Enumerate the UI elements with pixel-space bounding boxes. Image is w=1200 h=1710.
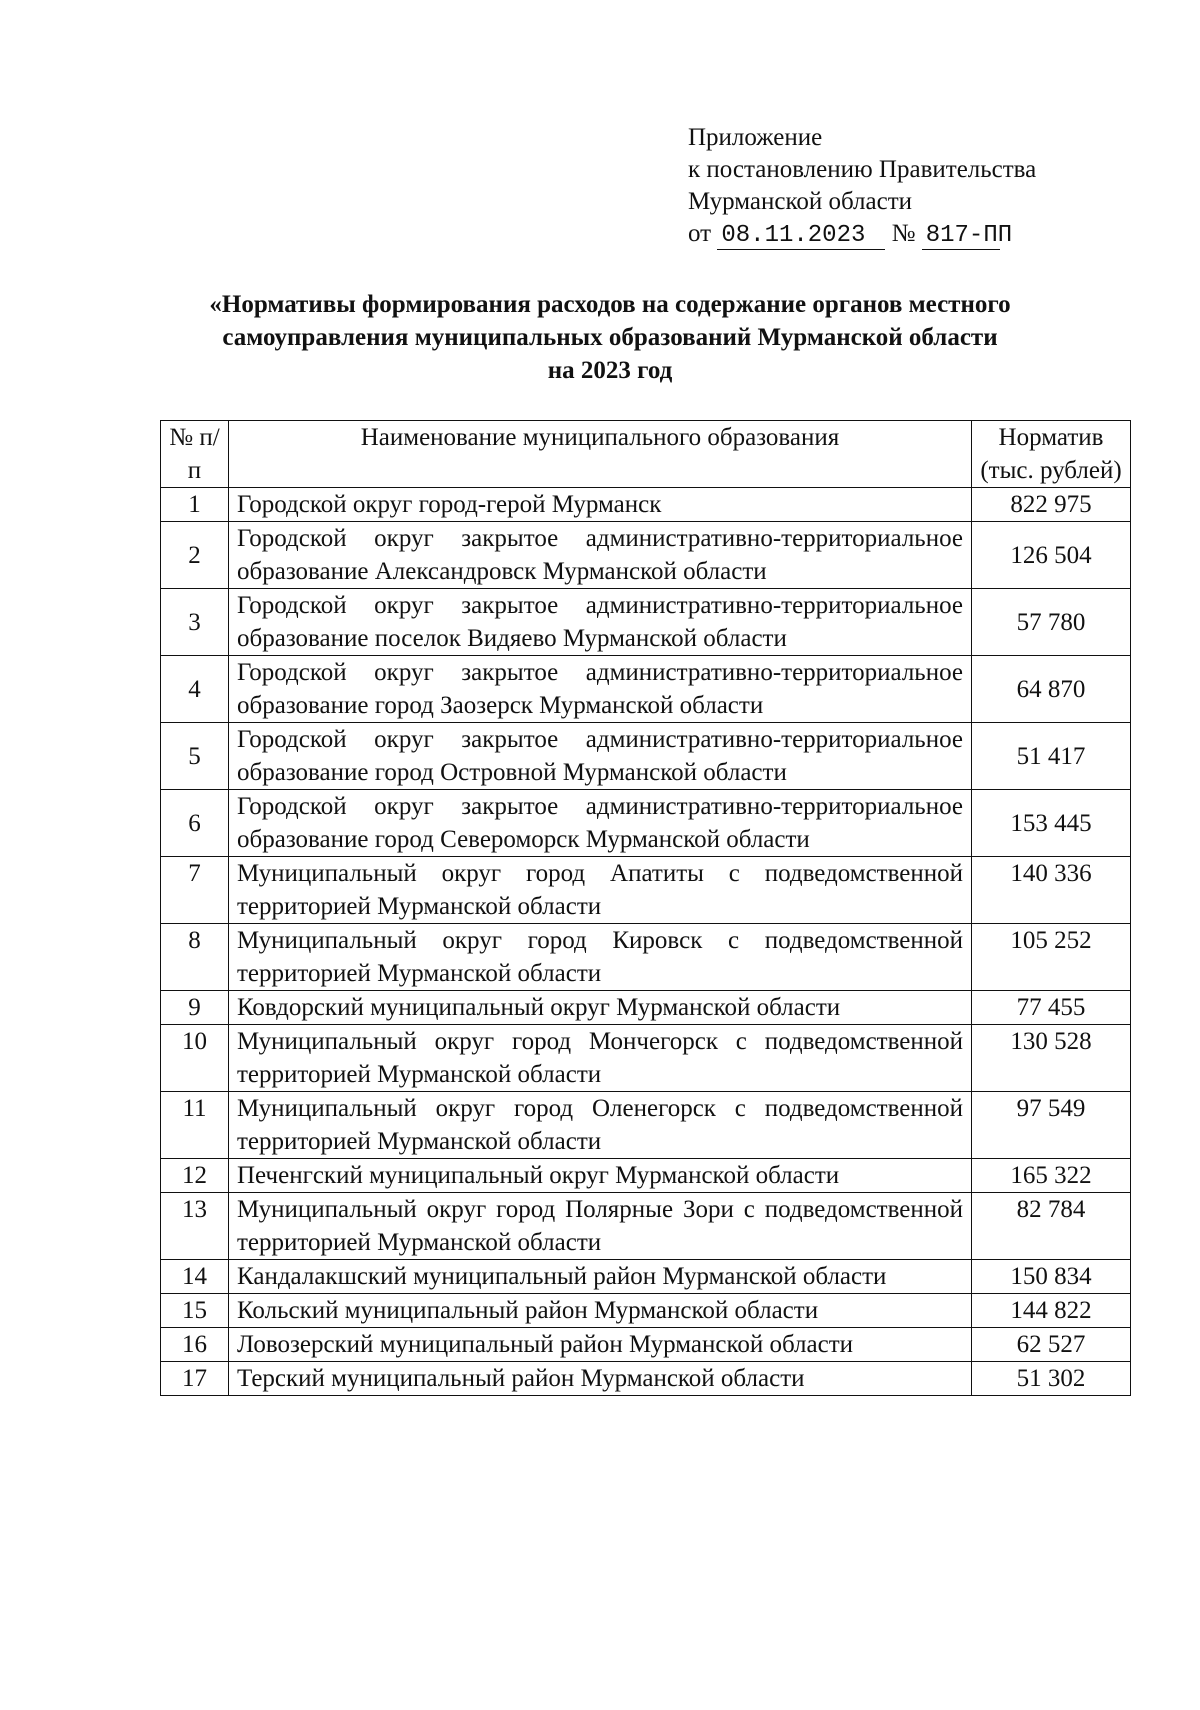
header-value: Норматив (тыс. рублей)	[972, 421, 1131, 488]
table-row	[161, 589, 1131, 656]
row-num: 14	[161, 1260, 229, 1294]
table-row	[161, 857, 1131, 924]
table-row	[161, 488, 1131, 522]
document-date: 08.11.2023	[717, 223, 885, 250]
table-row	[161, 790, 1131, 857]
title-line-1: «Нормативы формирования расходов на содержание органов местного	[209, 291, 1011, 318]
row-value: 97 549	[972, 1092, 1131, 1159]
annex-line-2: к постановлению Правительства	[688, 156, 1037, 183]
title-line-3: на 2023 год	[547, 357, 673, 384]
row-value: 77 455	[972, 991, 1131, 1025]
row-value: 822 975	[972, 488, 1131, 522]
norms-table	[160, 420, 1131, 1396]
document-title	[150, 288, 1070, 387]
row-name: Городской округ город-герой Мурманск	[229, 488, 972, 522]
annex-line-1: Приложение	[688, 124, 823, 151]
row-num: 7	[161, 857, 229, 924]
row-name: Печенгский муниципальный округ Мурманской области	[229, 1159, 972, 1193]
row-num: 5	[161, 723, 229, 790]
row-name: Муниципальный округ город Мончегорск с подведомственной территорией Мурманской области	[229, 1025, 972, 1092]
row-num: 6	[161, 790, 229, 857]
title-line-2: самоуправления муниципальных образований Мурманской области	[222, 324, 998, 351]
row-num: 11	[161, 1092, 229, 1159]
row-name: Городской округ закрытое административно-территориальное образование Александровск Мурманской области	[229, 522, 972, 589]
row-name: Муниципальный округ город Кировск с подведомственной территорией Мурманской области	[229, 924, 972, 991]
document-number: 817-ПП	[922, 223, 1000, 250]
row-value: 57 780	[972, 589, 1131, 656]
row-num: 15	[161, 1294, 229, 1328]
row-name: Городской округ закрытое административно-территориальное образование поселок Видяево Мурманской области	[229, 589, 972, 656]
row-num: 16	[161, 1328, 229, 1362]
table-row	[161, 991, 1131, 1025]
table-row	[161, 1092, 1131, 1159]
row-num: 9	[161, 991, 229, 1025]
table-row	[161, 1362, 1131, 1396]
table-row	[161, 1260, 1131, 1294]
annex-date-line	[688, 218, 1036, 250]
row-name: Ковдорский муниципальный округ Мурманской области	[229, 991, 972, 1025]
row-value: 150 834	[972, 1260, 1131, 1294]
row-value: 62 527	[972, 1328, 1131, 1362]
row-name: Кольский муниципальный район Мурманской области	[229, 1294, 972, 1328]
row-value: 82 784	[972, 1193, 1131, 1260]
row-num: 4	[161, 656, 229, 723]
row-name: Городской округ закрытое административно-территориальное образование город Островной Мурманской области	[229, 723, 972, 790]
table-row	[161, 1294, 1131, 1328]
row-value: 165 322	[972, 1159, 1131, 1193]
row-num: 13	[161, 1193, 229, 1260]
table-row	[161, 1159, 1131, 1193]
row-value: 153 445	[972, 790, 1131, 857]
annex-header	[688, 122, 1036, 250]
row-name: Ловозерский муниципальный район Мурманской области	[229, 1328, 972, 1362]
row-value: 126 504	[972, 522, 1131, 589]
table-row	[161, 522, 1131, 589]
number-prefix: №	[891, 220, 916, 247]
table-row	[161, 723, 1131, 790]
annex-line-3: Мурманской области	[688, 188, 913, 215]
row-name: Городской округ закрытое административно-территориальное образование город Североморск Мурманской области	[229, 790, 972, 857]
row-value: 51 302	[972, 1362, 1131, 1396]
table-header-row	[161, 421, 1131, 488]
row-value: 51 417	[972, 723, 1131, 790]
row-num: 2	[161, 522, 229, 589]
row-value: 140 336	[972, 857, 1131, 924]
row-value: 105 252	[972, 924, 1131, 991]
table-row	[161, 1193, 1131, 1260]
header-name: Наименование муниципального образования	[229, 421, 972, 488]
row-name: Терский муниципальный район Мурманской области	[229, 1362, 972, 1396]
row-num: 10	[161, 1025, 229, 1092]
row-value: 144 822	[972, 1294, 1131, 1328]
row-name: Муниципальный округ город Апатиты с подведомственной территорией Мурманской области	[229, 857, 972, 924]
table-row	[161, 924, 1131, 991]
row-num: 17	[161, 1362, 229, 1396]
row-num: 8	[161, 924, 229, 991]
table-row	[161, 1025, 1131, 1092]
table-row	[161, 1328, 1131, 1362]
row-num: 3	[161, 589, 229, 656]
header-num: № п/п	[161, 421, 229, 488]
row-name: Кандалакшский муниципальный район Мурманской области	[229, 1260, 972, 1294]
row-num: 1	[161, 488, 229, 522]
row-name: Муниципальный округ город Полярные Зори с подведомственной территорией Мурманской области	[229, 1193, 972, 1260]
row-value: 130 528	[972, 1025, 1131, 1092]
row-value: 64 870	[972, 656, 1131, 723]
date-prefix: от	[688, 220, 712, 247]
table-row	[161, 656, 1131, 723]
row-num: 12	[161, 1159, 229, 1193]
row-name: Городской округ закрытое административно-территориальное образование город Заозерск Мурманской области	[229, 656, 972, 723]
row-name: Муниципальный округ город Оленегорск с подведомственной территорией Мурманской области	[229, 1092, 972, 1159]
